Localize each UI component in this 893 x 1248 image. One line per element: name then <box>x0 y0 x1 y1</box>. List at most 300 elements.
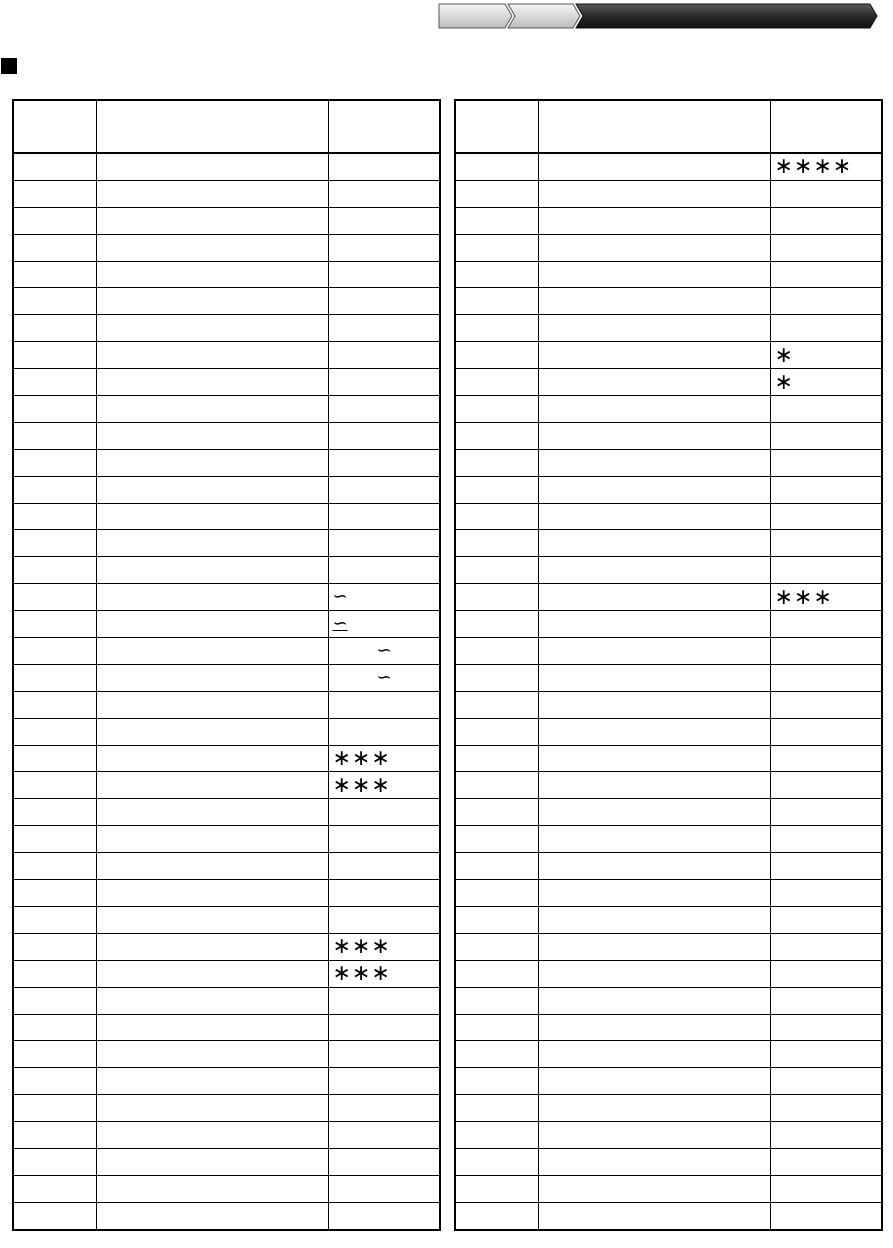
table-row <box>455 261 882 288</box>
table-cell <box>96 960 328 987</box>
table-cell <box>770 1122 882 1149</box>
table-cell <box>96 503 328 530</box>
table-cell <box>328 153 440 180</box>
table-cell <box>770 880 882 907</box>
table-row <box>455 1095 882 1122</box>
table-cell <box>538 396 770 423</box>
table-cell <box>13 1148 96 1175</box>
table-cell <box>770 638 882 665</box>
table-row <box>455 772 882 799</box>
table-cell <box>96 1175 328 1202</box>
table-row <box>455 718 882 745</box>
table-cell <box>455 853 538 880</box>
table-cell <box>538 638 770 665</box>
table-cell <box>13 691 96 718</box>
table-row <box>455 1202 882 1229</box>
table-cell <box>455 342 538 369</box>
table-cell <box>770 180 882 207</box>
table-cell <box>328 1202 440 1229</box>
table-cell <box>455 234 538 261</box>
table-cell <box>455 530 538 557</box>
table-cell <box>770 960 882 987</box>
table-cell <box>328 369 440 396</box>
table-row <box>455 960 882 987</box>
table-cell <box>455 476 538 503</box>
table-cell <box>13 799 96 826</box>
table-row <box>455 853 882 880</box>
table-row <box>455 584 882 611</box>
table-row <box>13 1122 440 1149</box>
table-cell <box>538 799 770 826</box>
table-cell <box>538 611 770 638</box>
section-marker-square <box>1 58 17 74</box>
table-cell <box>538 826 770 853</box>
table-cell <box>770 1014 882 1041</box>
table-cell <box>770 288 882 315</box>
table-cell <box>538 664 770 691</box>
table-row <box>455 691 882 718</box>
table-row <box>13 1068 440 1095</box>
table-row <box>455 1148 882 1175</box>
table-cell <box>13 1202 96 1229</box>
table-row <box>455 1122 882 1149</box>
left-table <box>12 99 441 1231</box>
table-cell <box>455 1068 538 1095</box>
table-cell <box>538 261 770 288</box>
table-cell <box>328 799 440 826</box>
table-row <box>13 1202 440 1229</box>
table-cell <box>455 207 538 234</box>
breadcrumb-step-1[interactable] <box>439 4 512 28</box>
table-row <box>13 772 440 799</box>
table-cell <box>770 772 882 799</box>
table-cell <box>455 772 538 799</box>
table-cell <box>13 530 96 557</box>
table-row <box>455 449 882 476</box>
table-cell <box>96 799 328 826</box>
table-row <box>455 153 882 180</box>
table-cell <box>328 638 440 665</box>
table-row <box>13 503 440 530</box>
table-cell <box>328 853 440 880</box>
table-cell <box>13 1041 96 1068</box>
table-cell <box>455 987 538 1014</box>
table-cell <box>455 799 538 826</box>
table-cell <box>770 342 882 369</box>
table-cell <box>538 718 770 745</box>
table-cell <box>455 369 538 396</box>
table-cell <box>13 638 96 665</box>
table-cell <box>538 933 770 960</box>
table-cell <box>538 288 770 315</box>
table-cell <box>455 1175 538 1202</box>
table-row <box>455 987 882 1014</box>
table-cell <box>328 396 440 423</box>
table-cell <box>13 449 96 476</box>
table-cell <box>538 449 770 476</box>
table-cell <box>13 1068 96 1095</box>
table-cell <box>96 1068 328 1095</box>
table-row <box>455 396 882 423</box>
table-row <box>13 315 440 342</box>
table-cell <box>328 449 440 476</box>
table-cell <box>455 315 538 342</box>
table-cell <box>455 960 538 987</box>
table-cell <box>455 826 538 853</box>
table-cell <box>770 530 882 557</box>
table-row <box>13 611 440 638</box>
cell-mark: ∗∗∗∗ <box>774 153 853 179</box>
table-cell <box>770 933 882 960</box>
table-row <box>13 691 440 718</box>
table-cell <box>538 772 770 799</box>
table-cell <box>96 288 328 315</box>
table-row <box>13 1014 440 1041</box>
table-cell <box>96 153 328 180</box>
table-cell <box>96 396 328 423</box>
cell-mark: ∗∗∗ <box>774 583 833 609</box>
table-cell <box>770 853 882 880</box>
table-row <box>13 584 440 611</box>
table-cell <box>770 1095 882 1122</box>
table-row <box>13 826 440 853</box>
table-cell <box>328 476 440 503</box>
table-cell <box>96 1041 328 1068</box>
table-cell <box>770 1175 882 1202</box>
table-header-row <box>455 100 882 153</box>
table-cell <box>13 1122 96 1149</box>
table-cell <box>328 718 440 745</box>
table-cell <box>328 1122 440 1149</box>
table-row <box>455 342 882 369</box>
table-cell <box>328 261 440 288</box>
table-row <box>13 369 440 396</box>
table-cell <box>770 1202 882 1229</box>
table-cell <box>770 718 882 745</box>
table-cell <box>770 234 882 261</box>
table-row <box>13 449 440 476</box>
table-cell <box>328 557 440 584</box>
table-cell <box>770 396 882 423</box>
table-cell <box>13 772 96 799</box>
table-cell <box>455 638 538 665</box>
table-cell <box>328 745 440 772</box>
table-row <box>455 476 882 503</box>
breadcrumb-step-2[interactable] <box>508 4 580 28</box>
table-cell <box>538 1068 770 1095</box>
table-cell <box>96 1202 328 1229</box>
table-cell <box>538 745 770 772</box>
table-row <box>13 638 440 665</box>
table-cell <box>13 880 96 907</box>
cell-mark: ∗ <box>774 368 794 394</box>
table-cell <box>455 503 538 530</box>
table-cell <box>538 1095 770 1122</box>
table-cell <box>538 1148 770 1175</box>
table-cell <box>770 584 882 611</box>
table-cell <box>96 261 328 288</box>
table-cell <box>96 772 328 799</box>
table-row <box>13 880 440 907</box>
table-row <box>13 987 440 1014</box>
table-cell <box>13 1014 96 1041</box>
table-cell <box>13 315 96 342</box>
table-cell <box>455 1122 538 1149</box>
table-row <box>13 342 440 369</box>
table-cell <box>538 1175 770 1202</box>
table-cell <box>538 530 770 557</box>
table-row <box>13 1175 440 1202</box>
table-row <box>455 638 882 665</box>
table-cell <box>455 611 538 638</box>
table-row <box>455 880 882 907</box>
table-cell <box>455 1095 538 1122</box>
table-cell <box>328 906 440 933</box>
table-cell <box>96 638 328 665</box>
table-cell <box>13 906 96 933</box>
table-cell <box>770 745 882 772</box>
table-cell <box>13 503 96 530</box>
table-cell <box>770 369 882 396</box>
table-row <box>13 476 440 503</box>
table-cell <box>13 422 96 449</box>
table-cell <box>328 315 440 342</box>
table-cell <box>538 207 770 234</box>
table-cell <box>13 396 96 423</box>
table-cell <box>455 584 538 611</box>
header-cell <box>328 100 440 153</box>
table-cell <box>538 234 770 261</box>
table-cell <box>770 315 882 342</box>
table-row <box>455 826 882 853</box>
table-cell <box>96 207 328 234</box>
table-cell <box>455 396 538 423</box>
table-cell <box>328 1148 440 1175</box>
table-cell <box>13 960 96 987</box>
cell-mark: ∗ <box>774 341 794 367</box>
table-row <box>455 530 882 557</box>
table-row <box>13 557 440 584</box>
table-cell <box>770 153 882 180</box>
table-cell <box>455 1014 538 1041</box>
table-cell <box>13 664 96 691</box>
table-cell <box>96 476 328 503</box>
table-cell <box>328 880 440 907</box>
table-cell <box>538 369 770 396</box>
table-row <box>13 422 440 449</box>
header-cell <box>538 100 770 153</box>
table-cell <box>96 180 328 207</box>
table-cell <box>328 234 440 261</box>
table-cell <box>538 1041 770 1068</box>
table-cell <box>96 315 328 342</box>
table-row <box>455 369 882 396</box>
table-cell <box>96 422 328 449</box>
table-row <box>13 1041 440 1068</box>
table-cell <box>96 369 328 396</box>
table-cell <box>455 664 538 691</box>
table-cell <box>328 772 440 799</box>
table-cell <box>328 422 440 449</box>
table-cell <box>538 476 770 503</box>
table-cell <box>328 664 440 691</box>
table-cell <box>455 1041 538 1068</box>
table-cell <box>328 611 440 638</box>
table-row <box>455 207 882 234</box>
table-cell <box>96 530 328 557</box>
table-cell <box>96 1095 328 1122</box>
table-cell <box>538 906 770 933</box>
table-cell <box>328 933 440 960</box>
table-cell <box>770 207 882 234</box>
table-cell <box>538 557 770 584</box>
table-cell <box>13 611 96 638</box>
table-cell <box>770 611 882 638</box>
table-cell <box>96 234 328 261</box>
header-cell <box>770 100 882 153</box>
table-cell <box>96 826 328 853</box>
header-cell <box>96 100 328 153</box>
table-cell <box>96 880 328 907</box>
table-cell <box>13 584 96 611</box>
cell-mark: ∗∗∗ <box>332 933 391 959</box>
table-row <box>455 234 882 261</box>
table-row <box>13 153 440 180</box>
table-cell <box>770 1041 882 1068</box>
table-cell <box>328 503 440 530</box>
table-cell <box>13 234 96 261</box>
cell-mark: ∽ <box>376 666 392 687</box>
table-cell <box>13 153 96 180</box>
table-cell <box>455 153 538 180</box>
table-row <box>13 799 440 826</box>
breadcrumb <box>438 3 878 29</box>
header-cell <box>455 100 538 153</box>
table-cell <box>455 1202 538 1229</box>
table-row <box>455 422 882 449</box>
table-row <box>455 1014 882 1041</box>
table-cell <box>13 718 96 745</box>
table-row <box>13 207 440 234</box>
table-row <box>13 718 440 745</box>
table-row <box>455 745 882 772</box>
table-cell <box>455 288 538 315</box>
table-cell <box>13 853 96 880</box>
breadcrumb-step-3-active[interactable] <box>576 4 877 28</box>
table-cell <box>770 422 882 449</box>
table-cell <box>455 691 538 718</box>
table-cell <box>96 1014 328 1041</box>
table-cell <box>328 691 440 718</box>
table-cell <box>538 180 770 207</box>
table-row <box>455 933 882 960</box>
table-cell <box>13 933 96 960</box>
table-cell <box>538 342 770 369</box>
table-cell <box>328 1014 440 1041</box>
table-cell <box>455 933 538 960</box>
table-cell <box>770 261 882 288</box>
table-cell <box>770 1148 882 1175</box>
table-cell <box>13 557 96 584</box>
table-cell <box>770 557 882 584</box>
table-row <box>455 799 882 826</box>
table-cell <box>538 960 770 987</box>
table-cell <box>96 584 328 611</box>
table-cell <box>96 664 328 691</box>
table-row <box>13 933 440 960</box>
table-cell <box>770 826 882 853</box>
table-cell <box>96 906 328 933</box>
table-cell <box>770 1068 882 1095</box>
table-row <box>455 315 882 342</box>
table-cell <box>96 557 328 584</box>
table-cell <box>96 987 328 1014</box>
table-cell <box>96 718 328 745</box>
table-row <box>455 611 882 638</box>
table-row <box>13 234 440 261</box>
table-cell <box>455 449 538 476</box>
table-cell <box>328 1095 440 1122</box>
table-cell <box>538 1014 770 1041</box>
table-cell <box>96 342 328 369</box>
table-cell <box>96 611 328 638</box>
table-cell <box>770 503 882 530</box>
table-cell <box>538 503 770 530</box>
table-row <box>455 557 882 584</box>
table-cell <box>328 288 440 315</box>
table-cell <box>455 180 538 207</box>
table-cell <box>328 1041 440 1068</box>
table-cell <box>538 1202 770 1229</box>
table-cell <box>455 718 538 745</box>
table-row <box>13 1095 440 1122</box>
table-row <box>455 1175 882 1202</box>
table-row <box>13 180 440 207</box>
cell-mark: ∗∗∗ <box>332 960 391 986</box>
table-cell <box>538 153 770 180</box>
table-cell <box>455 745 538 772</box>
table-row <box>13 664 440 691</box>
breadcrumb-graphic <box>438 3 878 29</box>
table-cell <box>328 207 440 234</box>
table-row <box>455 1068 882 1095</box>
table-cell <box>13 987 96 1014</box>
table-cell <box>13 261 96 288</box>
table-row <box>13 396 440 423</box>
table-cell <box>770 664 882 691</box>
header-cell <box>13 100 96 153</box>
table-cell <box>538 987 770 1014</box>
table-row <box>455 1041 882 1068</box>
table-cell <box>96 1148 328 1175</box>
table-cell <box>538 584 770 611</box>
table-row <box>13 745 440 772</box>
table-cell <box>13 1095 96 1122</box>
table-header-row <box>13 100 440 153</box>
table-cell <box>538 1122 770 1149</box>
table-row <box>13 530 440 557</box>
table-cell <box>328 180 440 207</box>
table-cell <box>328 826 440 853</box>
table-cell <box>13 369 96 396</box>
table-cell <box>328 960 440 987</box>
table-cell <box>328 1068 440 1095</box>
table-row <box>455 664 882 691</box>
right-table <box>454 99 883 1231</box>
table-cell <box>455 906 538 933</box>
table-cell <box>455 422 538 449</box>
table-row <box>13 960 440 987</box>
